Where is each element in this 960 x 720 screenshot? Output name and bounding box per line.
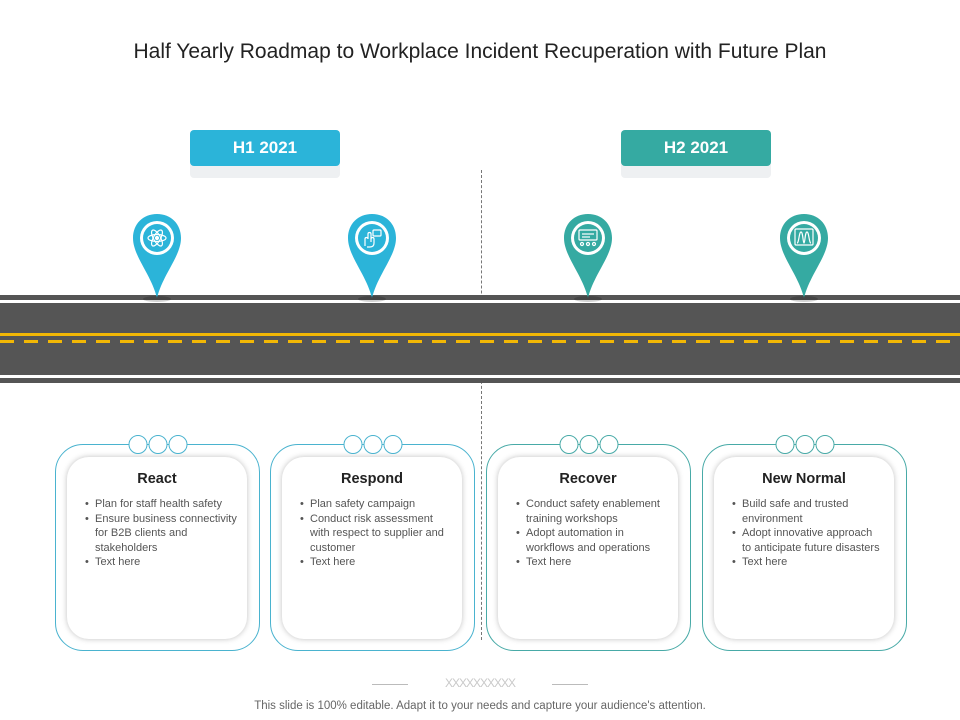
bullet-item: • Text here — [732, 555, 884, 570]
bullet-item: • Ensure business connectivity for B2B clients and stakeholders — [85, 512, 237, 556]
milestone-pin-react — [131, 212, 183, 300]
slide-title: Half Yearly Roadmap to Workplace Incident Recuperation with Future Plan — [133, 40, 827, 63]
footer-decoration-text: XXXXXXXXXX — [444, 676, 516, 690]
road-center-line — [0, 333, 960, 336]
card-title: Recover — [559, 471, 617, 487]
bullet-item: • Text here — [85, 555, 237, 570]
pin-shadow — [790, 296, 818, 302]
card-respond — [270, 444, 475, 651]
card-react — [55, 444, 260, 651]
bullet-item: • Conduct safety enablement training workshops — [516, 497, 668, 526]
pin-shadow — [358, 296, 386, 302]
card-title: React — [137, 471, 177, 487]
card-bullets — [300, 497, 452, 570]
ring-decoration — [343, 435, 402, 454]
period-badge-h2 — [621, 130, 771, 178]
period-divider — [481, 170, 482, 640]
bullet-item: • Plan safety campaign — [300, 497, 452, 512]
ring-decoration — [775, 435, 834, 454]
milestone-pin-respond — [346, 212, 398, 300]
milestone-pin-new-normal — [778, 212, 830, 300]
bullet-item: • Build safe and trusted environment — [732, 497, 884, 526]
road-edge-bottom — [0, 375, 960, 378]
card-panel — [498, 457, 678, 639]
card-bullets — [85, 497, 237, 570]
road-dashed-line — [0, 340, 960, 343]
card-recover — [486, 444, 691, 651]
bullet-item: • Conduct risk assessment with respect to supplier and customer — [300, 512, 452, 556]
card-new-normal — [702, 444, 907, 651]
pin-shadow — [574, 296, 602, 302]
bullet-item: • Plan for staff health safety — [85, 497, 237, 512]
card-panel — [67, 457, 247, 639]
pin-shadow — [143, 296, 171, 302]
bullet-item: • Adopt innovative approach to anticipate future disasters — [732, 526, 884, 555]
card-bullets — [732, 497, 884, 570]
milestone-pin-recover — [562, 212, 614, 300]
period-badge-h1 — [190, 130, 340, 178]
bullet-item: • Text here — [516, 555, 668, 570]
card-title: New Normal — [762, 471, 846, 487]
road — [0, 295, 960, 383]
bullet-item: • Adopt automation in workflows and operations — [516, 526, 668, 555]
card-title: Respond — [340, 471, 404, 487]
card-panel — [714, 457, 894, 639]
bullet-item: • Text here — [300, 555, 452, 570]
ring-decoration — [128, 435, 187, 454]
period-label: H2 2021 — [621, 130, 771, 166]
footer-decoration — [372, 676, 587, 692]
card-bullets — [516, 497, 668, 570]
footer-note: This slide is 100% editable. Adapt it to your needs and capture your audience's attention. — [254, 700, 706, 712]
period-label: H1 2021 — [190, 130, 340, 166]
ring-decoration — [559, 435, 618, 454]
card-panel — [282, 457, 462, 639]
